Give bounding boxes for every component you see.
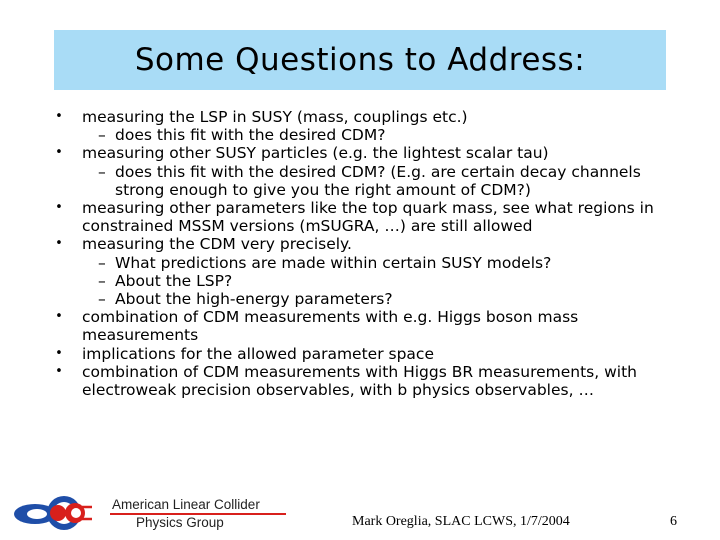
bullet-item xyxy=(52,235,662,308)
alcpg-logo-emblem xyxy=(14,496,92,530)
bullet-glyph: • xyxy=(55,309,63,325)
title-banner xyxy=(54,30,666,90)
bullet-item xyxy=(52,108,662,144)
bullet-text: measuring other SUSY particles (e.g. the lightest scalar tau) xyxy=(82,144,549,163)
bullet-text: combination of CDM measurements with Higgs BR measurements, with electroweak precision observables, with b physics observables, … xyxy=(82,362,637,400)
dash-glyph: – xyxy=(98,162,106,181)
bullet-glyph: • xyxy=(55,236,63,252)
bullet-glyph: • xyxy=(55,109,63,124)
sub-bullet-text: About the LSP? xyxy=(115,271,233,290)
sub-bullet-text: About the high-energy parameters? xyxy=(115,290,393,309)
bullet-glyph: • xyxy=(55,145,63,161)
dash-glyph: – xyxy=(98,126,106,145)
bullet-text: combination of CDM measurements with e.g. Higgs boson mass measurements xyxy=(82,308,579,345)
sub-bullet-item xyxy=(52,126,662,144)
bullet-text: measuring the CDM very precisely. xyxy=(82,235,352,254)
bullet-list xyxy=(52,108,662,399)
bullet-glyph: • xyxy=(55,345,63,361)
footer-author: Mark Oreglia, SLAC LCWS, 1/7/2004 xyxy=(352,514,570,529)
bullet-glyph: • xyxy=(55,200,63,216)
sub-bullet-item xyxy=(52,272,662,290)
bullet-item xyxy=(52,199,662,235)
sub-bullet-item xyxy=(52,290,662,308)
bullet-text: measuring other parameters like the top quark mass, see what regions in constrained MSSM versions (mSUGRA, …) are still allowed xyxy=(82,199,654,236)
sub-bullet-text: does this fit with the desired CDM? xyxy=(115,126,386,145)
bullet-item xyxy=(52,144,662,199)
sub-bullet-item xyxy=(52,163,662,199)
page-number: 6 xyxy=(670,514,677,529)
bullet-glyph: • xyxy=(55,363,63,379)
sub-bullet-text: What predictions are made within certain SUSY models? xyxy=(115,253,552,272)
logo-text-line2: Physics Group xyxy=(136,515,224,530)
bullet-item xyxy=(52,363,662,399)
logo-text-line1: American Linear Collider xyxy=(112,497,260,512)
bullet-text: implications for the allowed parameter space xyxy=(82,344,434,363)
sub-bullet-text: does this fit with the desired CDM? (E.g. are certain decay channels strong enough to give you the right amount of CDM?) xyxy=(115,162,641,199)
dash-glyph: – xyxy=(98,271,106,290)
dash-glyph: – xyxy=(98,290,106,309)
dash-glyph: – xyxy=(98,253,106,272)
slide-title: Some Questions to Address: xyxy=(134,42,586,78)
sub-bullet-item xyxy=(52,254,662,272)
bullet-text: measuring the LSP in SUSY (mass, couplings etc.) xyxy=(82,108,468,126)
bullet-item xyxy=(52,308,662,344)
bullet-item xyxy=(52,345,662,363)
